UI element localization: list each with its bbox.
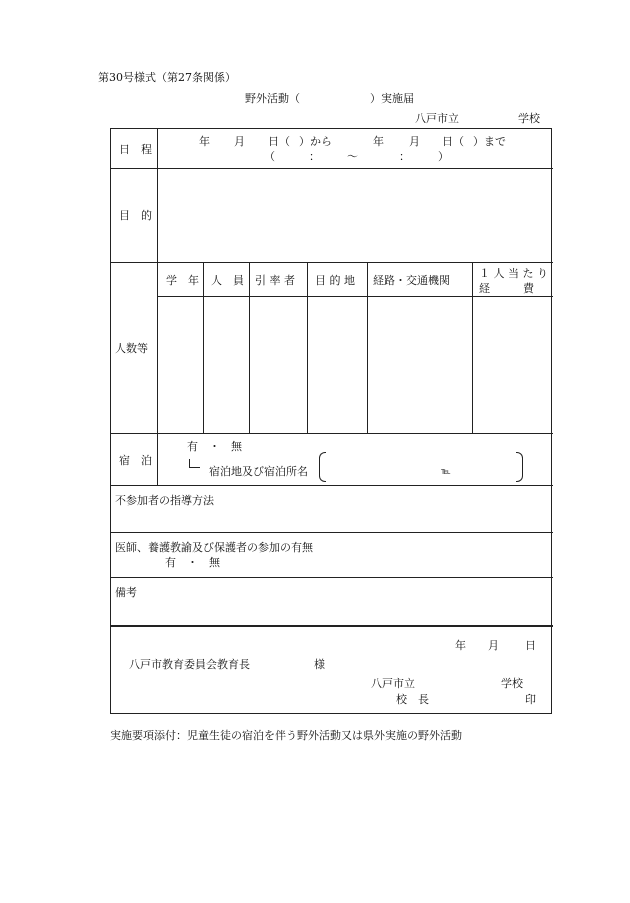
lodging-bracket-right [516, 452, 523, 482]
col-leader: 引 率 者 [255, 274, 295, 287]
col-destination: 目 的 地 [315, 274, 355, 287]
schedule-day-2: 日（ [442, 135, 464, 148]
schedule-until: ）まで [473, 135, 506, 148]
sig-month: 月 [488, 639, 499, 652]
time-colon-1: ： [309, 150, 320, 163]
lodging-label: 宿 泊 [119, 454, 152, 467]
col-count: 人 員 [211, 274, 244, 287]
title-right: ）実施届 [370, 92, 414, 105]
col-route: 経路・交通機関 [373, 274, 450, 287]
lodging-options: 有 ・ 無 [187, 440, 242, 453]
time-colon-2: ： [399, 150, 410, 163]
sig-principal: 校 長 [396, 693, 429, 706]
sig-school: 学校 [501, 677, 523, 690]
schedule-year-2: 年 [373, 135, 384, 148]
lodging-bracket-left [319, 452, 326, 482]
guidance-label: 不参加者の指導方法 [115, 494, 214, 507]
schedule-day-1: 日（ [268, 135, 290, 148]
form-number: 第30号様式（第27条関係） [98, 71, 236, 84]
lodging-tel: ℡ [441, 467, 451, 477]
time-tilde: 〜 [347, 150, 358, 163]
lodging-place-label: 宿泊地及び宿泊所名 [209, 465, 308, 478]
sig-day: 日 [525, 639, 536, 652]
col-cost-line1: １ 人 当 た り [479, 267, 548, 280]
time-close-paren: ） [438, 150, 449, 163]
col-cost-line2: 経 費 [479, 282, 534, 295]
remarks-label: 備考 [115, 586, 137, 599]
medical-options: 有 ・ 無 [165, 556, 220, 569]
activity-form [110, 128, 552, 714]
schedule-year-1: 年 [199, 135, 210, 148]
purpose-label: 目 的 [119, 209, 152, 222]
sig-city: 八戸市立 [371, 677, 415, 690]
sig-addressee: 八戸市教育委員会教育長 [129, 658, 250, 671]
schedule-from: ）から [299, 135, 332, 148]
schedule-month-1: 月 [234, 135, 245, 148]
time-open-paren: （ [264, 150, 275, 163]
school-city: 八戸市立 [415, 112, 459, 125]
medical-label: 医師、養護教諭及び保護者の参加の有無 [115, 541, 313, 554]
footnote: 実施要項添付：児童生徒の宿泊を伴う野外活動又は県外実施の野外活動 [110, 729, 462, 742]
sig-year: 年 [455, 639, 466, 652]
participants-label: 人数等 [115, 342, 148, 355]
schedule-label: 日 程 [119, 143, 152, 156]
col-grade: 学 年 [166, 274, 199, 287]
branch-mark [189, 459, 200, 468]
title-left: 野外活動（ [245, 92, 300, 105]
schedule-month-2: 月 [409, 135, 420, 148]
school-suffix: 学校 [518, 112, 540, 125]
sig-honorific: 様 [314, 658, 325, 671]
sig-seal: 印 [525, 693, 536, 706]
